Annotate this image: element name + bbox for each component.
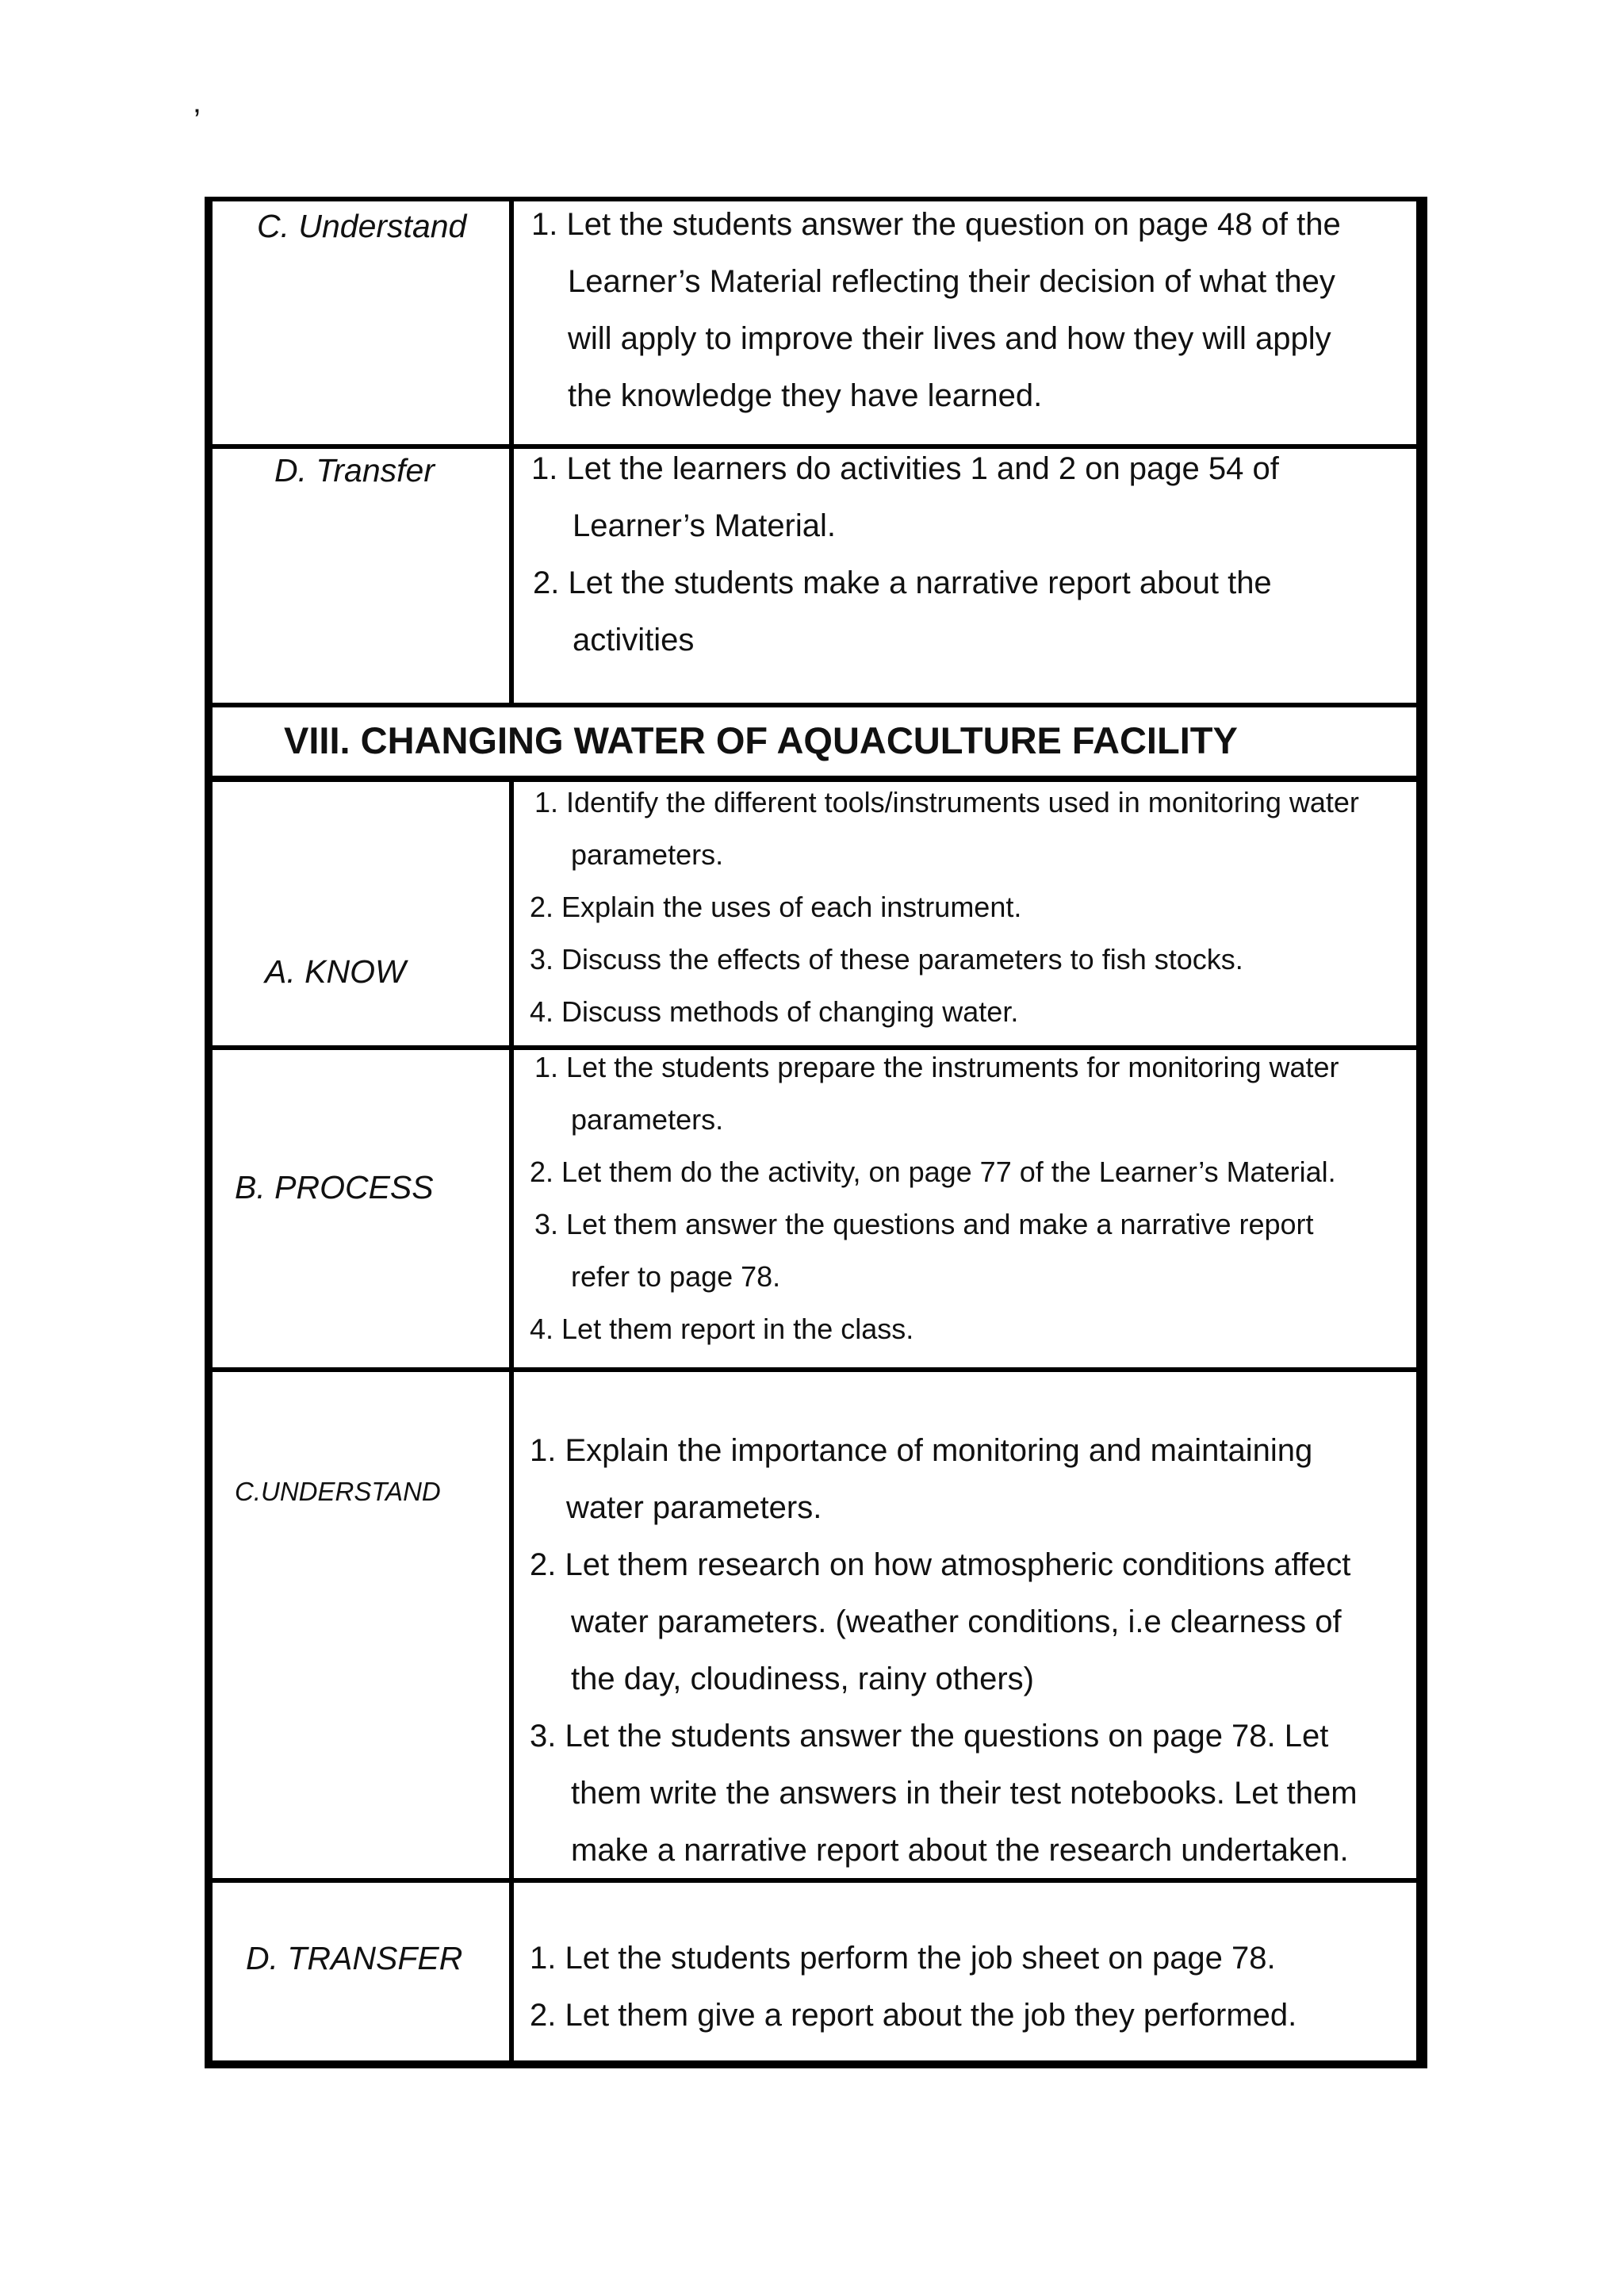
row-label: D. Transfer [274, 452, 435, 489]
row-label: B. PROCESS [235, 1169, 434, 1205]
row-label-cell [213, 1372, 514, 1878]
content-line: make a narrative report about the research undertaken. [571, 1833, 1349, 1868]
content-line: the knowledge they have learned. [568, 378, 1043, 413]
content-line: 1. Let the students prepare the instruments for monitoring water [534, 1051, 1339, 1083]
content-line: 1. Explain the importance of monitoring and maintaining [530, 1433, 1313, 1468]
content-line: the day, cloudiness, rainy others) [571, 1662, 1035, 1696]
row-content-cell [514, 449, 1416, 703]
content-line: 2. Let the students make a narrative report about the [533, 565, 1272, 600]
row-label: C.UNDERSTAND [235, 1477, 441, 1506]
table-row [213, 1050, 1416, 1372]
content-line: water parameters. [566, 1490, 822, 1525]
table-row [213, 1372, 1416, 1883]
row-content-cell [514, 1050, 1416, 1367]
content-line: 1. Let the learners do activities 1 and 2 on page 54 of [531, 451, 1279, 486]
content-line: Learner’s Material. [573, 508, 837, 543]
content-line: 1. Let the students perform the job sheet on page 78. [530, 1941, 1276, 1976]
table-row [213, 782, 1416, 1050]
stray-mark: ’ [193, 103, 201, 138]
content-line: 1. Identify the different tools/instruments used in monitoring water [534, 786, 1359, 818]
content-line: them write the answers in their test notebooks. Let them [571, 1776, 1358, 1811]
content-line: 3. Discuss the effects of these parameters to fish stocks. [530, 943, 1243, 976]
table-row [213, 1883, 1416, 2062]
content-line: parameters. [571, 1103, 724, 1136]
content-line: will apply to improve their lives and how they will apply [568, 321, 1331, 356]
content-line: Learner’s Material reflecting their decision of what they [568, 264, 1335, 299]
content-line: refer to page 78. [571, 1260, 781, 1293]
row-label-cell [213, 1050, 514, 1367]
row-label-cell [213, 449, 514, 703]
content-line: 2. Explain the uses of each instrument. [530, 891, 1022, 923]
section-heading-text: VIII. CHANGING WATER OF AQUACULTURE FACILITY [284, 719, 1238, 761]
row-label: D. TRANSFER [246, 1940, 463, 1976]
content-line: 4. Discuss methods of changing water. [530, 995, 1019, 1028]
section-heading-row [213, 707, 1416, 782]
content-line: activities [573, 623, 695, 657]
content-line: 2. Let them do the activity, on page 77 of the Learner’s Material. [530, 1156, 1336, 1188]
row-content-cell [514, 1372, 1416, 1878]
table-row [213, 201, 1416, 449]
content-line: 2. Let them give a report about the job they performed. [530, 1998, 1297, 2033]
table-row [213, 449, 1416, 707]
row-label: C. Understand [257, 208, 467, 244]
section-heading [213, 707, 1416, 776]
row-label-cell [213, 1883, 514, 2062]
content-line: 1. Let the students answer the question on page 48 of the [531, 207, 1341, 242]
lesson-plan-table [205, 197, 1427, 2068]
content-line: water parameters. (weather conditions, i.e clearness of [571, 1604, 1342, 1639]
row-label-cell [213, 201, 514, 444]
row-content-cell [514, 1883, 1416, 2062]
content-line: 2. Let them research on how atmospheric conditions affect [530, 1547, 1351, 1582]
row-label-cell [213, 782, 514, 1045]
content-line: 3. Let the students answer the questions on page 78. Let [530, 1719, 1329, 1754]
row-content-cell [514, 782, 1416, 1045]
content-line: parameters. [571, 838, 724, 871]
content-line: 4. Let them report in the class. [530, 1313, 914, 1345]
content-line: 3. Let them answer the questions and make a narrative report [534, 1208, 1314, 1240]
row-content-cell [514, 201, 1416, 444]
row-label: A. KNOW [265, 953, 406, 990]
